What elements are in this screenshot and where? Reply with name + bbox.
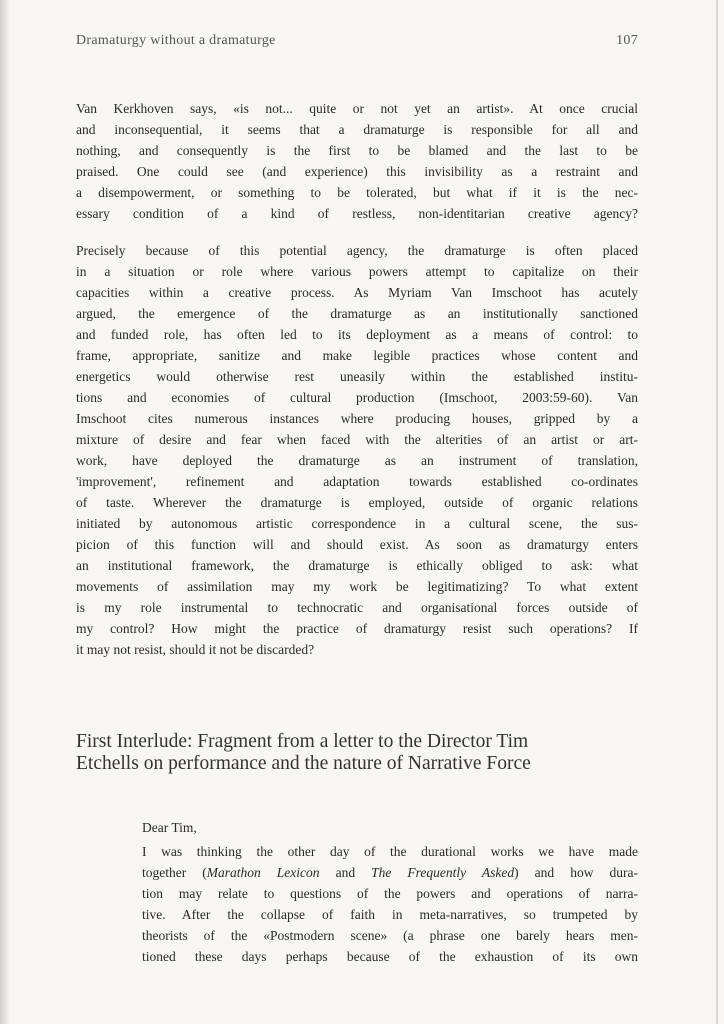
- text-line: work, have deployed the dramaturge as an instrument of translation,: [76, 453, 638, 468]
- text-line: picion of this function will and should exist. As soon as dramaturgy enters: [76, 537, 638, 552]
- page-number: 107: [616, 33, 638, 48]
- text-line: tioned these days perhaps because of the exhaustion of its own: [142, 949, 638, 964]
- text-line: 'improvement', refinement and adaptation towards established co-ordinates: [76, 474, 638, 489]
- paragraph-1: [76, 98, 638, 224]
- text-line: nothing, and consequently is the first to be blamed and the last to be: [76, 143, 638, 158]
- letter-excerpt: [142, 817, 638, 967]
- text-line: a disempowerment, or something to be tolerated, but what if it is the nec-: [76, 185, 638, 200]
- section-heading: [76, 731, 638, 775]
- text-line: capacities within a creative process. As Myriam Van Imschoot has acutely: [76, 285, 638, 300]
- text-line: mixture of desire and fear when faced with the alterities of an artist or art-: [76, 432, 638, 447]
- text-line: theorists of the «Postmodern scene» (a phrase one barely hears men-: [142, 928, 638, 943]
- text-line: Precisely because of this potential agency, the dramaturge is often placed: [76, 243, 638, 258]
- text-line-with-titles: [142, 862, 638, 883]
- text-line: and inconsequential, it seems that a dramaturge is responsible for all and: [76, 122, 638, 137]
- letter-salutation: Dear Tim,: [142, 820, 197, 835]
- text-line: tions and economies of cultural production (Imschoot, 2003:59-60). Van: [76, 390, 638, 405]
- text-line: movements of assimilation may my work be legitimatizing? To what extent: [76, 579, 638, 594]
- work-title: Marathon Lexicon: [206, 865, 320, 880]
- body-text: [76, 98, 638, 676]
- text-line: frame, appropriate, sanitize and make legible practices whose content and: [76, 348, 638, 363]
- running-title: Dramaturgy without a dramaturge: [76, 33, 276, 48]
- page-binding-shadow: [0, 0, 10, 1024]
- text-line: in a situation or role where various powers attempt to capitalize on their: [76, 264, 638, 279]
- text-line: initiated by autonomous artistic correspondence in a cultural scene, the sus-: [76, 516, 638, 531]
- text-line: Van Kerkhoven says, «is not... quite or not yet an artist». At once crucial: [76, 101, 638, 116]
- text-line: tion may relate to questions of the powers and operations of narra-: [142, 886, 638, 901]
- text-line: and funded role, has often led to its deployment as a means of control: to: [76, 327, 638, 342]
- heading-line: First Interlude: Fragment from a letter to the Director Tim: [76, 731, 529, 752]
- text-line: argued, the emergence of the dramaturge as an institutionally sanctioned: [76, 306, 638, 321]
- text-line: I was thinking the other day of the durational works we have made: [142, 844, 638, 859]
- text-line: my control? How might the practice of dramaturgy resist such operations? If: [76, 621, 638, 636]
- page-edge-line: [716, 0, 718, 1024]
- text-line: essary condition of a kind of restless, non-identitarian creative agency?: [76, 206, 638, 221]
- text-line: is my role instrumental to technocratic and organisational forces outside of: [76, 600, 638, 615]
- text-line: of taste. Wherever the dramaturge is employed, outside of organic relations: [76, 495, 638, 510]
- text-line: it may not resist, should it not be discarded?: [76, 642, 315, 657]
- paragraph-2: [76, 240, 638, 660]
- text-line: praised. One could see (and experience) this invisibility as a restraint and: [76, 164, 638, 179]
- text-fragment: ) and how dura-: [514, 865, 638, 880]
- text-fragment: together (: [142, 865, 207, 880]
- text-fragment: and: [319, 865, 372, 880]
- text-line: tive. After the collapse of faith in meta-narratives, so trumpeted by: [142, 907, 638, 922]
- text-line: energetics would otherwise rest uneasily within the established institu-: [76, 369, 638, 384]
- heading-line: Etchells on performance and the nature of Narrative Force: [76, 753, 531, 774]
- work-title: The Frequently Asked: [371, 865, 515, 880]
- text-line: an institutional framework, the dramaturge is ethically obliged to ask: what: [76, 558, 638, 573]
- text-line: Imschoot cites numerous instances where producing houses, gripped by a: [76, 411, 638, 426]
- running-header: [76, 33, 638, 49]
